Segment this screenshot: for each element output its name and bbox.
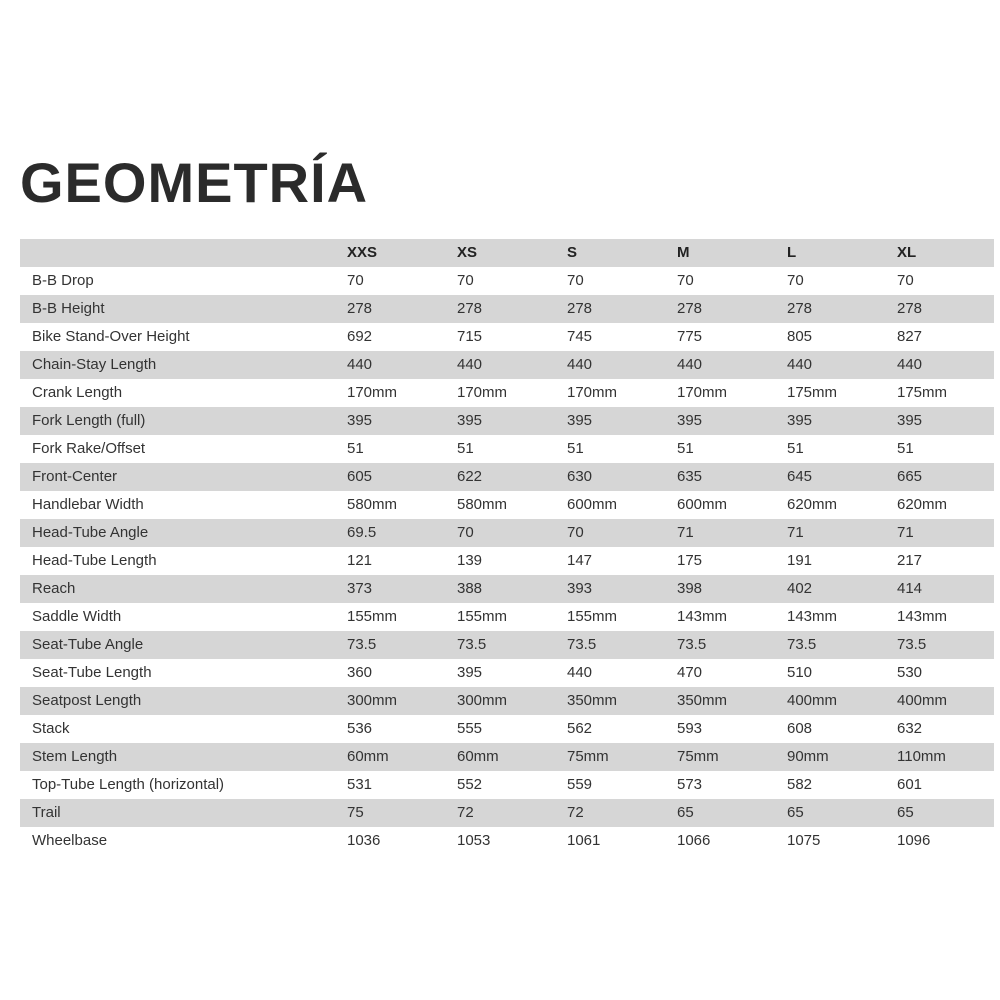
table-cell: 440 <box>567 356 593 373</box>
table-row <box>20 351 994 379</box>
table-cell: 440 <box>787 356 813 373</box>
row-label: Stack <box>32 720 70 737</box>
table-cell: 170mm <box>457 384 508 401</box>
row-label: Top-Tube Length (horizontal) <box>32 776 225 793</box>
table-cell: 170mm <box>677 384 728 401</box>
table-cell: 531 <box>347 776 373 793</box>
table-cell: 510 <box>787 664 813 681</box>
table-cell: 155mm <box>567 608 618 625</box>
table-cell: 75 <box>347 804 364 821</box>
table-cell: 121 <box>347 552 373 569</box>
table-cell: 1061 <box>567 832 601 849</box>
table-row <box>20 463 994 491</box>
table-cell: 70 <box>567 272 584 289</box>
table-cell: 414 <box>897 580 923 597</box>
table-cell: 73.5 <box>457 636 487 653</box>
table-cell: 73.5 <box>787 636 817 653</box>
table-row <box>20 799 994 827</box>
table-cell: 805 <box>787 328 813 345</box>
table-cell: 573 <box>677 776 703 793</box>
table-cell: 70 <box>347 272 364 289</box>
table-cell: 73.5 <box>677 636 707 653</box>
row-label: Fork Length (full) <box>32 412 146 429</box>
table-cell: 440 <box>897 356 923 373</box>
table-cell: 73.5 <box>347 636 377 653</box>
table-row <box>20 491 994 519</box>
table-cell: 1053 <box>457 832 491 849</box>
table-cell: 402 <box>787 580 813 597</box>
table-row <box>20 827 994 855</box>
table-cell: 530 <box>897 664 923 681</box>
table-cell: 70 <box>457 524 474 541</box>
table-cell: 110mm <box>897 748 946 765</box>
table-cell: 555 <box>457 720 483 737</box>
table-cell: 400mm <box>787 692 838 709</box>
table-row <box>20 743 994 771</box>
row-label: Wheelbase <box>32 832 108 849</box>
table-cell: 600mm <box>677 496 728 513</box>
table-cell: 470 <box>677 664 703 681</box>
table-cell: 373 <box>347 580 373 597</box>
table-cell: 51 <box>567 440 584 457</box>
row-label: Stem Length <box>32 748 118 765</box>
table-cell: 51 <box>787 440 804 457</box>
table-cell: 1066 <box>677 832 711 849</box>
table-row <box>20 519 994 547</box>
table-body <box>20 267 994 855</box>
table-row <box>20 547 994 575</box>
table-cell: 73.5 <box>897 636 927 653</box>
table-cell: 582 <box>787 776 813 793</box>
table-cell: 398 <box>677 580 703 597</box>
table-cell: 217 <box>897 552 923 569</box>
row-label: Bike Stand-Over Height <box>32 328 190 345</box>
table-row <box>20 771 994 799</box>
size-header: XS <box>457 244 478 261</box>
table-cell: 143mm <box>677 608 728 625</box>
table-cell: 645 <box>787 468 813 485</box>
table-cell: 72 <box>457 804 474 821</box>
table-cell: 278 <box>347 300 373 317</box>
table-cell: 630 <box>567 468 593 485</box>
table-row <box>20 407 994 435</box>
table-cell: 622 <box>457 468 483 485</box>
table-cell: 71 <box>677 524 694 541</box>
table-cell: 278 <box>457 300 483 317</box>
row-label: Front-Center <box>32 468 118 485</box>
table-cell: 536 <box>347 720 373 737</box>
table-cell: 51 <box>457 440 474 457</box>
size-header: L <box>787 244 797 261</box>
table-cell: 65 <box>897 804 914 821</box>
table-cell: 665 <box>897 468 923 485</box>
table-cell: 175mm <box>897 384 948 401</box>
table-cell: 632 <box>897 720 923 737</box>
table-cell: 278 <box>677 300 703 317</box>
row-label: Seat-Tube Length <box>32 664 152 681</box>
row-label: B-B Height <box>32 300 105 317</box>
table-cell: 70 <box>787 272 804 289</box>
table-cell: 71 <box>897 524 914 541</box>
row-label: Trail <box>32 804 61 821</box>
page-title: GEOMETRÍA <box>20 151 369 214</box>
geometry-table <box>20 239 994 855</box>
table-cell: 51 <box>347 440 364 457</box>
table-cell: 65 <box>677 804 694 821</box>
table-cell: 175 <box>677 552 703 569</box>
table-cell: 360 <box>347 664 373 681</box>
row-label: Head-Tube Angle <box>32 524 149 541</box>
table-cell: 395 <box>677 412 703 429</box>
table-cell: 143mm <box>787 608 838 625</box>
table-cell: 350mm <box>677 692 728 709</box>
table-cell: 70 <box>567 524 584 541</box>
table-row <box>20 659 994 687</box>
table-cell: 1096 <box>897 832 931 849</box>
table-cell: 605 <box>347 468 373 485</box>
row-label: Chain-Stay Length <box>32 356 157 373</box>
table-cell: 300mm <box>347 692 398 709</box>
table-cell: 70 <box>457 272 474 289</box>
table-cell: 440 <box>567 664 593 681</box>
table-cell: 395 <box>457 412 483 429</box>
table-cell: 170mm <box>567 384 618 401</box>
table-row <box>20 435 994 463</box>
table-cell: 400mm <box>897 692 948 709</box>
table-cell: 155mm <box>457 608 508 625</box>
row-label: Seat-Tube Angle <box>32 636 144 653</box>
table-cell: 608 <box>787 720 813 737</box>
table-cell: 75mm <box>567 748 609 765</box>
row-label: Head-Tube Length <box>32 552 157 569</box>
table-row <box>20 323 994 351</box>
row-label: Saddle Width <box>32 608 122 625</box>
table-cell: 440 <box>677 356 703 373</box>
table-cell: 278 <box>787 300 813 317</box>
table-cell: 51 <box>677 440 694 457</box>
table-cell: 69.5 <box>347 524 377 541</box>
table-cell: 620mm <box>897 496 948 513</box>
table-cell: 60mm <box>457 748 499 765</box>
table-cell: 1075 <box>787 832 821 849</box>
table-cell: 143mm <box>897 608 948 625</box>
table-cell: 580mm <box>347 496 398 513</box>
table-row <box>20 687 994 715</box>
table-cell: 395 <box>457 664 483 681</box>
table-cell: 90mm <box>787 748 829 765</box>
table-cell: 593 <box>677 720 703 737</box>
row-label: Crank Length <box>32 384 123 401</box>
table-row <box>20 603 994 631</box>
row-label: B-B Drop <box>32 272 94 289</box>
table-cell: 139 <box>457 552 483 569</box>
table-cell: 827 <box>897 328 923 345</box>
size-header: S <box>567 244 578 261</box>
table-cell: 601 <box>897 776 923 793</box>
table-cell: 620mm <box>787 496 838 513</box>
table-cell: 692 <box>347 328 373 345</box>
table-cell: 440 <box>457 356 483 373</box>
table-cell: 73.5 <box>567 636 597 653</box>
table-cell: 278 <box>897 300 923 317</box>
table-cell: 278 <box>567 300 593 317</box>
table-cell: 70 <box>677 272 694 289</box>
table-cell: 775 <box>677 328 703 345</box>
table-cell: 51 <box>897 440 914 457</box>
table-cell: 562 <box>567 720 593 737</box>
row-label: Reach <box>32 580 76 597</box>
table-cell: 191 <box>787 552 813 569</box>
table-row <box>20 575 994 603</box>
table-cell: 155mm <box>347 608 398 625</box>
table-cell: 393 <box>567 580 593 597</box>
table-row <box>20 715 994 743</box>
table-header-row <box>20 239 994 267</box>
table-cell: 715 <box>457 328 483 345</box>
table-cell: 71 <box>787 524 804 541</box>
table-cell: 635 <box>677 468 703 485</box>
table-cell: 72 <box>567 804 584 821</box>
size-header: XXS <box>347 244 378 261</box>
table-cell: 75mm <box>677 748 719 765</box>
table-cell: 580mm <box>457 496 508 513</box>
size-header: XL <box>897 244 917 261</box>
table-cell: 440 <box>347 356 373 373</box>
row-label: Seatpost Length <box>32 692 142 709</box>
table-row <box>20 631 994 659</box>
table-cell: 350mm <box>567 692 618 709</box>
size-header: M <box>677 244 690 261</box>
row-label: Fork Rake/Offset <box>32 440 146 457</box>
header-label-cell <box>20 239 347 267</box>
table-row <box>20 379 994 407</box>
table-cell: 395 <box>347 412 373 429</box>
table-cell: 552 <box>457 776 483 793</box>
table-cell: 170mm <box>347 384 398 401</box>
table-cell: 745 <box>567 328 593 345</box>
table-cell: 600mm <box>567 496 618 513</box>
table-cell: 65 <box>787 804 804 821</box>
table-cell: 300mm <box>457 692 508 709</box>
table-cell: 395 <box>897 412 923 429</box>
table-cell: 175mm <box>787 384 838 401</box>
table-cell: 559 <box>567 776 593 793</box>
table-cell: 70 <box>897 272 914 289</box>
table-cell: 388 <box>457 580 483 597</box>
table-row <box>20 295 994 323</box>
table-cell: 395 <box>567 412 593 429</box>
table-cell: 147 <box>567 552 593 569</box>
table-cell: 60mm <box>347 748 389 765</box>
table-row <box>20 267 994 295</box>
table-cell: 395 <box>787 412 813 429</box>
row-label: Handlebar Width <box>32 496 144 513</box>
table-cell: 1036 <box>347 832 381 849</box>
